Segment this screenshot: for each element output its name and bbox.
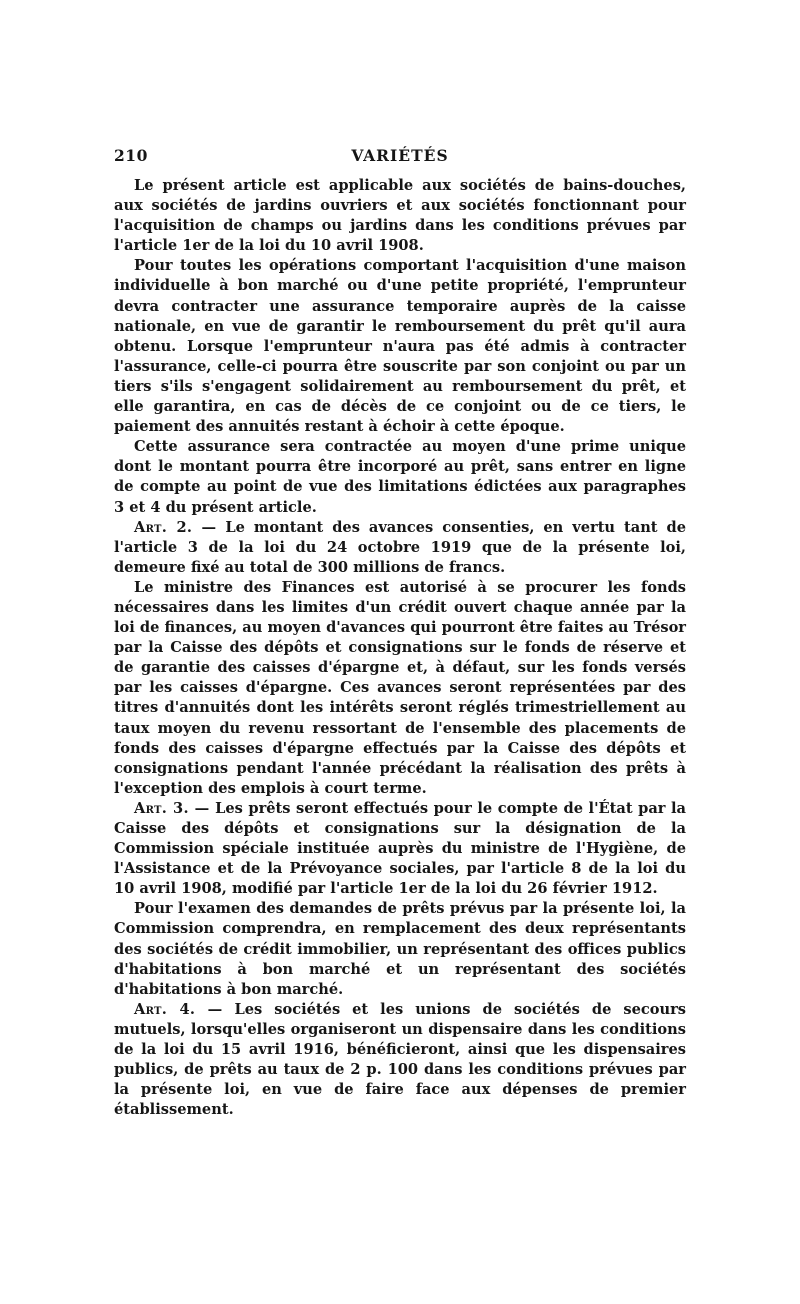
page-header <box>114 146 686 176</box>
article-label: Art. 3. — <box>134 799 210 817</box>
running-title: VARIÉTÉS <box>351 146 449 165</box>
paragraph <box>114 176 686 256</box>
paragraph-text: Le présent article est applicable aux sociétés de bains-douches, aux sociétés de jardins ouvriers et aux sociétés fonctionnant pour l'acquisition de champs ou jardins dans les conditions prévues par l'article 1er de la loi du 10 avril 1908. <box>114 177 686 255</box>
document-page <box>114 146 686 1120</box>
article-label: Art. 4. — <box>134 1000 223 1018</box>
paragraph <box>114 899 686 999</box>
paragraph-text: Pour l'examen des demandes de prêts prévus par la présente loi, la Commission comprendra, en remplacement des deux représentants des sociétés de crédit immobilier, un représentant des offices publics d'habitations à bon marché et un représentant des sociétés d'habitations à bon marché. <box>114 900 686 998</box>
paragraph-text: Les prêts seront effectués pour le compte de l'État par la Caisse des dépôts et consignations sur la désignation de la Commission spéciale instituée auprès du ministre de l'Hygiène, de l'Assistance et de la Prévoyance sociales, par l'article 8 de la loi du 10 avril 1908, modifié par l'article 1er de la loi du 26 février 1912. <box>114 799 686 898</box>
paragraph-text: Les sociétés et les unions de sociétés de secours mutuels, lorsqu'elles organiseront un dispensaire dans les conditions de la loi du 15 avril 1916, bénéficieront, ainsi que les dispensaires publics, de prêts au taux de 2 p. 100 dans les conditions prévues par la présente loi, en vue de faire face aux dépenses de premier établissement. <box>114 1000 687 1119</box>
body-text <box>114 176 686 1120</box>
paragraph-text: Cette assurance sera contractée au moyen d'une prime unique dont le montant pourra être incorporé au prêt, sans entrer en ligne de compte au point de vue des limitations édictées aux paragraphes 3 et 4 du présent article. <box>114 438 686 516</box>
article-paragraph <box>114 518 686 578</box>
paragraph-text: Le montant des avances consenties, en vertu tant de l'article 3 de la loi du 24 octobre 1919 que de la présente loi, demeure fixé au total de 300 millions de francs. <box>114 518 686 576</box>
paragraph <box>114 578 686 799</box>
paragraph <box>114 256 686 437</box>
paragraph-text: Le ministre des Finances est autorisé à se procurer les fonds nécessaires dans les limites d'un crédit ouvert chaque année par la loi de finances, au moyen d'avances qui pourront être faites au Trésor par la Caisse des dépôts et consignations sur le fonds de réserve et de garantie des caisses d'épargne et, à défaut, sur les fonds versés par les caisses d'épargne. Ces avances seront représentées par des titres d'annuités dont les intérêts seront réglés trimestriellement au taux moyen du revenu ressortant de l'ensemble des placements de fonds des caisses d'épargne effectués par la Caisse des dépôts et consignations pendant l'année précédant la réalisation des prêts à l'exception des emplois à court terme. <box>114 578 686 797</box>
paragraph <box>114 437 686 517</box>
article-paragraph <box>114 1000 686 1121</box>
article-paragraph <box>114 799 686 899</box>
page-number: 210 <box>114 146 148 165</box>
article-label: Art. 2. — <box>134 518 217 536</box>
paragraph-text: Pour toutes les opérations comportant l'acquisition d'une maison individuelle à bon marché ou d'une petite propriété, l'emprunteur devra contracter une assurance temporaire auprès de la caisse nationale, en vue de garantir le remboursement du prêt qu'il aura obtenu. Lorsque l'emprunteur n'aura pas été admis à contracter l'assurance, celle-ci pourra être souscrite par son conjoint ou par un tiers s'ils s'engagent solidairement au remboursement du prêt, et elle garantira, en cas de décès de ce conjoint ou de ce tiers, le paiement des annuités restant à échoir à cette époque. <box>114 257 686 436</box>
